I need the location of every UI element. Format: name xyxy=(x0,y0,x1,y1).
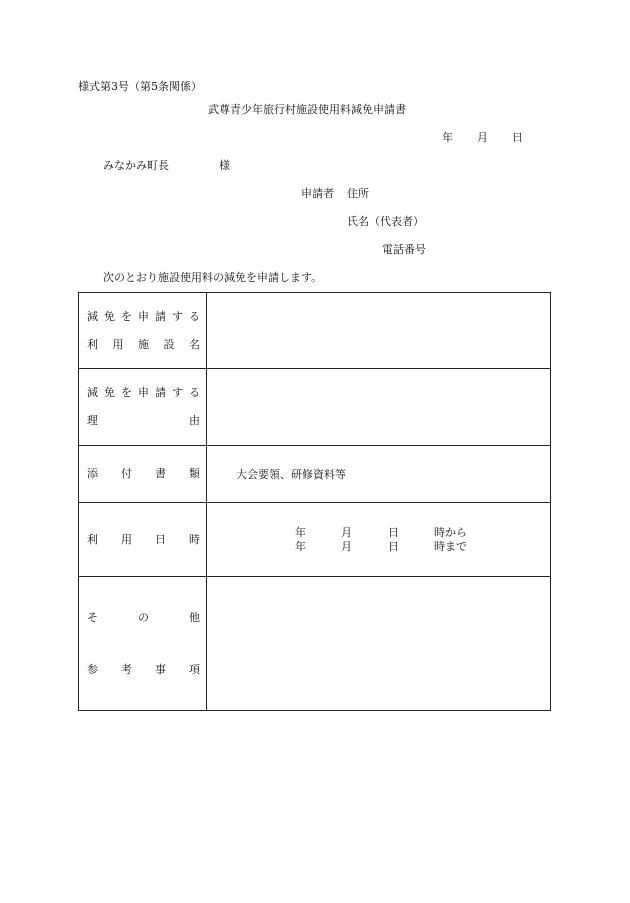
applicant-label: 申請者 xyxy=(301,187,334,200)
date-day-label: 日 xyxy=(512,131,523,144)
table-row xyxy=(79,369,551,446)
table-row xyxy=(79,446,551,503)
label-char: 免 xyxy=(104,386,115,399)
label-char: る xyxy=(189,386,200,399)
label-char: す xyxy=(172,309,183,323)
label-char: を xyxy=(121,309,132,323)
remarks-value-cell[interactable] xyxy=(207,577,551,711)
usage-datetime-value-cell[interactable] xyxy=(207,503,551,577)
intro-text: 次のとおり施設使用料の減免を申請します。 xyxy=(103,271,323,284)
form-number: 様式第3号（第5条関係） xyxy=(78,80,202,93)
attachments-value-cell[interactable] xyxy=(207,446,551,503)
usage-datetime-label-cell xyxy=(79,503,207,577)
document-title: 武尊青少年旅行村施設使用料減免申請書 xyxy=(208,103,406,116)
label-char: 類 xyxy=(189,467,200,480)
table-row xyxy=(79,293,551,369)
label-char: 日 xyxy=(155,532,166,546)
remarks-label-line1 xyxy=(87,611,200,625)
from-day-label: 日 xyxy=(388,525,399,539)
label-char: る xyxy=(189,309,200,323)
label-char: 免 xyxy=(104,309,115,323)
to-year-label: 年 xyxy=(295,539,306,553)
reason-label-line2 xyxy=(87,414,200,428)
label-char: 考 xyxy=(121,662,132,676)
label-char: 設 xyxy=(163,337,175,351)
reason-value-cell[interactable] xyxy=(207,369,551,446)
label-char: 用 xyxy=(121,532,132,546)
addressee-name: みなかみ町長 xyxy=(103,159,169,172)
label-char: す xyxy=(172,386,183,399)
label-char: 減 xyxy=(87,386,98,399)
label-char: を xyxy=(121,386,132,399)
label-char: 減 xyxy=(87,309,98,323)
facility-label-cell xyxy=(79,293,207,369)
label-char: 請 xyxy=(155,386,166,399)
to-month-label: 月 xyxy=(341,539,352,553)
reason-label-line1 xyxy=(87,386,200,400)
label-char: 由 xyxy=(189,414,200,427)
attachments-value: 大会要領、研修資料等 xyxy=(236,468,346,481)
facility-label-line2 xyxy=(87,338,200,352)
label-char: 他 xyxy=(189,610,200,624)
from-time-label: 時から xyxy=(434,525,467,539)
label-char: そ xyxy=(87,610,98,624)
label-char: 理 xyxy=(87,414,98,427)
label-char: 申 xyxy=(138,309,149,323)
remarks-label-line2 xyxy=(87,663,200,677)
addressee-honorific: 様 xyxy=(219,159,230,172)
label-char: 用 xyxy=(112,337,124,351)
table-row xyxy=(79,503,551,577)
remarks-label-cell xyxy=(79,577,207,711)
label-char: 請 xyxy=(155,309,166,323)
to-day-label: 日 xyxy=(388,539,399,553)
facility-value-cell[interactable] xyxy=(207,293,551,369)
attachments-label-line xyxy=(87,467,200,481)
applicant-address-label: 住所 xyxy=(347,187,369,200)
label-char: 名 xyxy=(189,337,200,351)
label-char: 添 xyxy=(87,467,98,480)
label-char: 事 xyxy=(155,662,166,676)
usage-datetime-label-line xyxy=(87,533,200,547)
label-char: 施 xyxy=(138,337,149,351)
label-char: 利 xyxy=(87,337,98,351)
label-char: 書 xyxy=(155,467,166,480)
date-month-label: 月 xyxy=(477,131,488,144)
facility-label-line1 xyxy=(87,310,200,324)
table-row xyxy=(79,577,551,711)
to-time-label: 時まで xyxy=(434,539,467,553)
application-table xyxy=(78,292,551,711)
from-month-label: 月 xyxy=(341,525,352,539)
label-char: 申 xyxy=(138,386,149,399)
label-char: 付 xyxy=(121,467,132,480)
label-char: の xyxy=(138,610,149,624)
date-year-label: 年 xyxy=(442,131,453,144)
label-char: 項 xyxy=(189,662,200,676)
label-char: 時 xyxy=(189,532,200,546)
attachments-label-cell xyxy=(79,446,207,503)
usage-to-row xyxy=(295,540,550,554)
label-char: 利 xyxy=(87,532,98,546)
applicant-phone-label: 電話番号 xyxy=(382,243,426,256)
from-year-label: 年 xyxy=(295,525,306,539)
applicant-name-label: 氏名（代表者） xyxy=(347,215,424,228)
reason-label-cell xyxy=(79,369,207,446)
usage-from-row xyxy=(295,526,550,540)
label-char: 参 xyxy=(87,662,98,676)
